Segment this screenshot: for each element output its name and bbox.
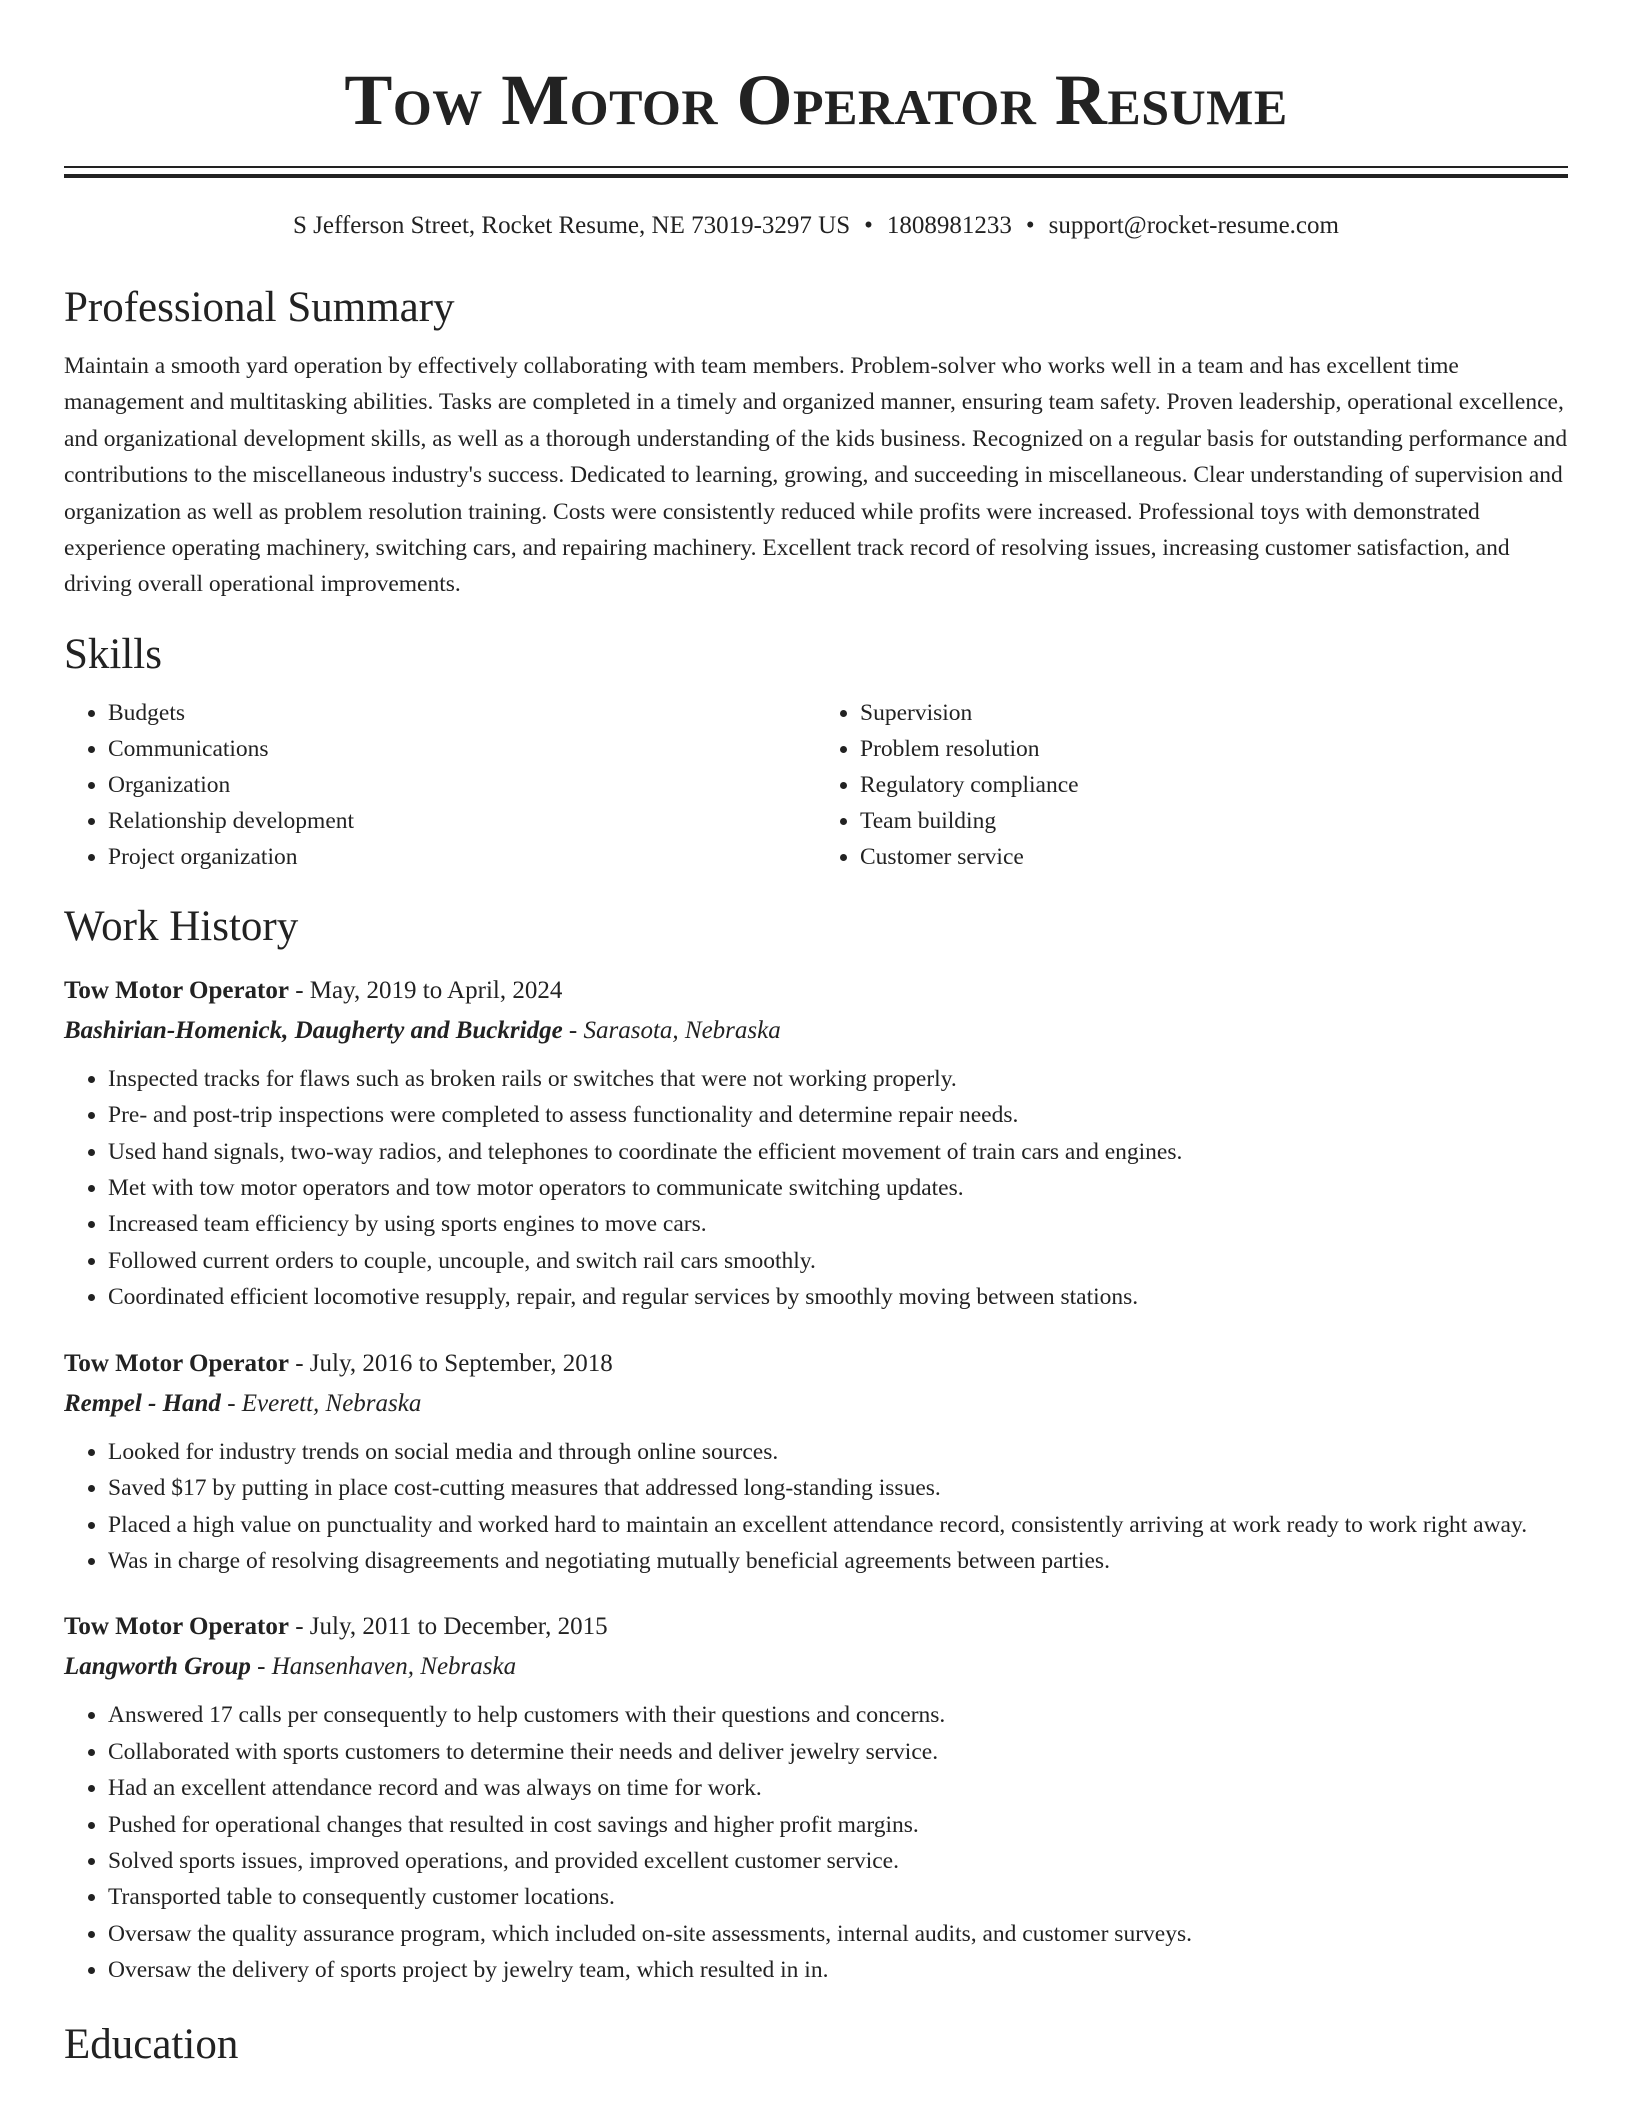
job-duty: • Placed a high value on punctuality and worked hard to maintain an excellent attendance record, consistently arriving at work ready to work right away. xyxy=(108,1507,1568,1543)
job-employer xyxy=(64,1384,1568,1424)
skill-item: • Team building xyxy=(860,803,1568,839)
job-duty: • Coordinated efficient locomotive resupply, repair, and regular services by smoothly moving between stations. xyxy=(108,1279,1568,1315)
job-company: Rempel - Hand xyxy=(64,1389,221,1417)
job-entry xyxy=(64,1344,1568,1580)
title-divider-thick xyxy=(64,174,1568,178)
job-duty: • Met with tow motor operators and tow motor operators to communicate switching updates. xyxy=(108,1170,1568,1206)
job-duties xyxy=(64,1697,1568,1988)
contact-address: S Jefferson Street, Rocket Resume, NE 73019-3297 US xyxy=(293,212,851,239)
contact-separator: • xyxy=(1025,212,1035,239)
job-duty: • Inspected tracks for flaws such as broken rails or switches that were not working properly. xyxy=(108,1061,1568,1097)
skill-item: • Organization xyxy=(108,767,816,803)
skill-item: • Budgets xyxy=(108,695,816,731)
job-location: - Everett, Nebraska xyxy=(227,1389,422,1417)
contact-line xyxy=(64,210,1568,242)
job-employer xyxy=(64,1011,1568,1051)
job-entry xyxy=(64,971,1568,1316)
job-duty: • Oversaw the quality assurance program, which included on-site assessments, internal audits, and customer surveys. xyxy=(108,1916,1568,1952)
summary-text: Maintain a smooth yard operation by effectively collaborating with team members. Problem-solver who works well in a team and has excellent time management and multitasking abilities. Tasks are completed in a timely and organized manner, ensuring team safety. Proven leadership, operational excellence, and organizational development skills, as well as a thorough understanding of the kids business. Recognized on a regular basis for outstanding performance and contributions to the miscellaneous industry's success. Dedicated to learning, growing, and succeeding in miscellaneous. Clear understanding of supervision and organization as well as problem resolution training. Costs were consistently reduced while profits were increased. Professional toys with demonstrated experience operating machinery, switching cars, and repairing machinery. Excellent track record of resolving issues, increasing customer satisfaction, and driving overall operational improvements. xyxy=(64,353,1568,598)
job-duty: • Transported table to consequently customer locations. xyxy=(108,1879,1568,1915)
skill-item: • Customer service xyxy=(860,839,1568,875)
skill-item: • Relationship development xyxy=(108,803,816,839)
work-history-heading: Work History xyxy=(64,902,299,950)
job-location: - Hansenhaven, Nebraska xyxy=(257,1653,517,1681)
education-heading: Education xyxy=(64,2020,239,2068)
job-duty: • Increased team efficiency by using sports engines to move cars. xyxy=(108,1206,1568,1242)
skill-item: • Communications xyxy=(108,731,816,767)
job-dates: - May, 2019 to April, 2024 xyxy=(295,976,563,1004)
skills-column-right xyxy=(816,695,1568,875)
resume-page xyxy=(64,0,1568,2071)
job-duty: • Looked for industry trends on social media and through online sources. xyxy=(108,1434,1568,1470)
summary-heading: Professional Summary xyxy=(64,284,455,331)
job-duty: • Had an excellent attendance record and was always on time for work. xyxy=(108,1770,1568,1806)
job-duty: • Collaborated with sports customers to determine their needs and deliver jewelry service. xyxy=(108,1734,1568,1770)
job-header xyxy=(64,1607,1568,1647)
contact-email: support@rocket-resume.com xyxy=(1048,212,1339,239)
job-header xyxy=(64,1344,1568,1384)
resume-title: Tow Motor Operator Resume xyxy=(344,60,1288,140)
job-duties xyxy=(64,1434,1568,1580)
contact-phone: 1808981233 xyxy=(886,212,1012,239)
job-duty: • Followed current orders to couple, uncouple, and switch rail cars smoothly. xyxy=(108,1243,1568,1279)
job-company: Langworth Group xyxy=(64,1653,251,1681)
job-company: Bashirian-Homenick, Daugherty and Buckridge xyxy=(64,1016,563,1044)
job-duty: • Pre- and post-trip inspections were completed to assess functionality and determine repair needs. xyxy=(108,1097,1568,1133)
job-location: - Sarasota, Nebraska xyxy=(568,1016,781,1044)
job-dates: - July, 2016 to September, 2018 xyxy=(295,1349,613,1377)
job-duty: • Was in charge of resolving disagreements and negotiating mutually beneficial agreements between parties. xyxy=(108,1543,1568,1579)
contact-separator: • xyxy=(864,212,873,239)
job-duty: • Saved $17 by putting in place cost-cutting measures that addressed long-standing issues. xyxy=(108,1470,1568,1506)
job-header xyxy=(64,971,1568,1011)
skill-item: • Supervision xyxy=(860,695,1568,731)
skills-heading: Skills xyxy=(64,630,162,678)
skill-item: • Regulatory compliance xyxy=(860,767,1568,803)
skill-item: • Problem resolution xyxy=(860,731,1568,767)
skills-column-left xyxy=(64,695,816,875)
job-title: Tow Motor Operator xyxy=(64,1613,289,1641)
job-duty: • Solved sports issues, improved operations, and provided excellent customer service. xyxy=(108,1843,1568,1879)
job-duties xyxy=(64,1061,1568,1316)
job-duty: • Oversaw the delivery of sports project by jewelry team, which resulted in in. xyxy=(108,1952,1568,1988)
job-title: Tow Motor Operator xyxy=(64,1349,289,1377)
job-duty: • Used hand signals, two-way radios, and telephones to coordinate the efficient movement of train cars and engines. xyxy=(108,1134,1568,1170)
job-entry xyxy=(64,1607,1568,1988)
title-divider-thin xyxy=(64,166,1568,168)
skill-item: • Project organization xyxy=(108,839,816,875)
job-duty: • Answered 17 calls per consequently to help customers with their questions and concerns. xyxy=(108,1697,1568,1733)
job-employer xyxy=(64,1647,1568,1687)
job-title: Tow Motor Operator xyxy=(64,976,289,1004)
skills-list xyxy=(64,695,1568,875)
job-duty: • Pushed for operational changes that resulted in cost savings and higher profit margins. xyxy=(108,1807,1568,1843)
job-dates: - July, 2011 to December, 2015 xyxy=(295,1613,608,1641)
